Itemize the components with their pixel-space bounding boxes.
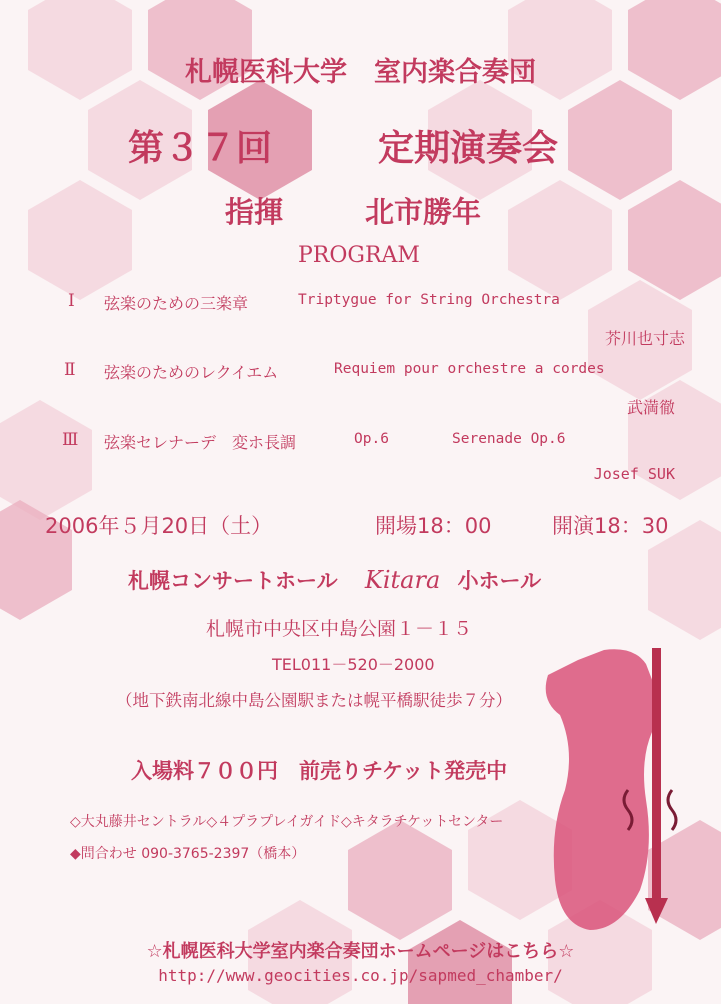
- hexagon-shape: [348, 820, 452, 940]
- program-item-1-title-en: Triptygue for String Orchestra: [298, 292, 560, 308]
- concert-title: 定期演奏会: [378, 128, 559, 169]
- program-heading: PROGRAM: [298, 243, 420, 268]
- program-item-3-composer: Josef SUK: [593, 465, 675, 483]
- program-item-2-number: Ⅱ: [64, 360, 76, 380]
- program-item-3-title-en: Serenade Op.6: [452, 431, 566, 447]
- ticket-price: 入場料７００円 前売りチケット発売中: [131, 759, 508, 783]
- venue-address: 札幌市中央区中島公園１－１５: [206, 618, 473, 640]
- ticket-contact: ◆問合わせ 090-3765-2397（橋本）: [70, 846, 306, 862]
- concert-date: 2006年５月20日（土）: [45, 514, 273, 538]
- program-item-1-title: 弦楽のための三楽章: [104, 294, 249, 313]
- homepage-notice: ☆札幌医科大学室内楽合奏団ホームページはこちら☆: [146, 941, 575, 962]
- concert-number: 第３７回: [128, 128, 273, 169]
- doors-open-time: 開場18：00: [375, 514, 492, 538]
- venue-tel: TEL011－520－2000: [272, 655, 435, 674]
- program-item-3-opus: Op.6: [354, 431, 389, 447]
- venue-name-pre: 札幌コンサートホール: [128, 569, 338, 593]
- ticket-outlets: ◇大丸藤井セントラル◇４プラプレイガイド◇キタラチケットセンター: [70, 814, 504, 830]
- program-item-2-title: 弦楽のためのレクイエム: [104, 363, 279, 382]
- program-item-1-composer: 芥川也寸志: [604, 329, 685, 348]
- venue-name: [128, 565, 541, 595]
- start-time: 開演18：30: [552, 514, 669, 538]
- org-name: 札幌医科大学 室内楽合奏団: [185, 57, 536, 88]
- hexagon-shape: [28, 180, 132, 300]
- violin-illustration: [546, 648, 676, 930]
- hexagon-shape: [568, 80, 672, 200]
- program-item-2-composer: 武満徹: [626, 398, 675, 417]
- conductor-name: 北市勝年: [365, 195, 482, 229]
- program-item-3-title: 弦楽セレナーデ 変ホ長調: [104, 433, 297, 452]
- program-item-2-title-en: Requiem pour orchestre a cordes: [334, 361, 605, 377]
- program-item-1-number: Ⅰ: [68, 291, 75, 311]
- hexagon-shape: [508, 180, 612, 300]
- conductor-label: 指揮: [225, 195, 284, 229]
- homepage-link[interactable]: http://www.geocities.co.jp/sapmed_chamber/: [158, 966, 563, 985]
- venue-access: （地下鉄南北線中島公園駅または幌平橋駅徒歩７分）: [116, 691, 512, 710]
- venue-name-post: 小ホール: [457, 569, 542, 593]
- venue-logo: Kitara: [364, 566, 441, 594]
- hexagon-shape: [0, 400, 92, 520]
- program-item-3-number: Ⅲ: [62, 430, 79, 450]
